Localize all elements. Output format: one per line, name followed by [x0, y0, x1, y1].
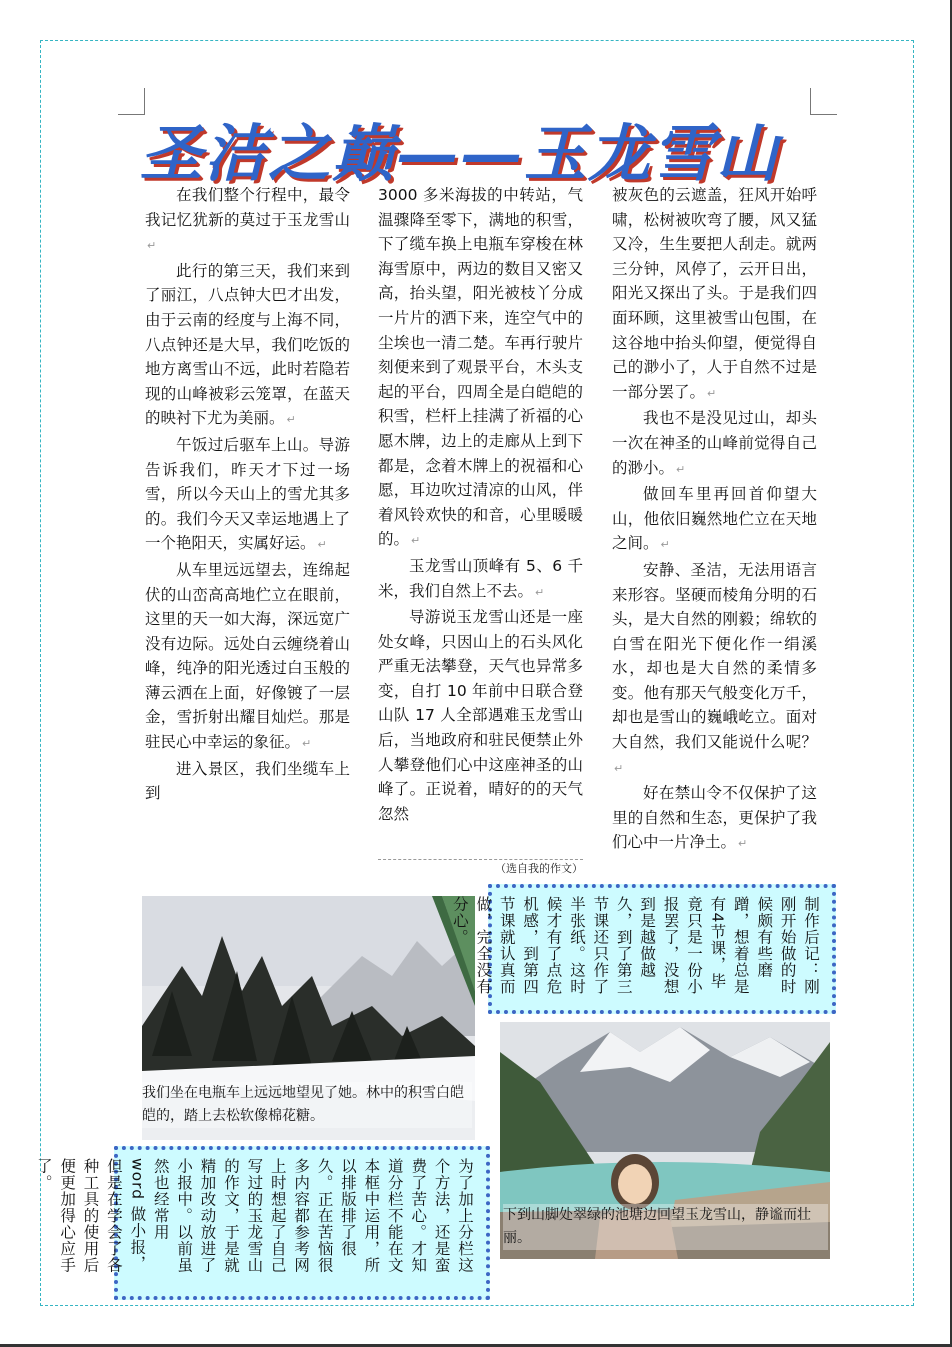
paragraph: 被灰色的云遮盖，狂风开始呼啸，松树被吹弯了腰，风又猛又冷，生生要把人刮走。就两三分钟，风停了，云开日出，阳光又探出了头。于是我们四面环顾，这里被雪山包围，在这谷地中抬头仰望，便觉得自己的渺小了，人于自然不过是一部分罢了。 ↵: [612, 186, 817, 401]
layout-notes-box: 为了加上分栏这个方法，还是蛮费了苦心。才知道分栏不能在文本框中运用，所以排版排了很久。正在苦恼很多内容都参考网上时想起了自己写过的玉龙雪山的作文，于是就精加改动放进了小报中。以前虽然也经常用 word 做小报，但是在学会了各种工具的使用后便更加得心应手了。: [114, 1146, 490, 1300]
paragraph: 进入景区，我们坐缆车上到: [145, 759, 350, 803]
paragraph: 从车里远远望去，连绵起伏的山峦高高地伫立在眼前，这里的天一如大海，深远宽广没有边际。远处白云缠绕着山峰，纯净的阳光透过白玉般的薄云洒在上面，好像镀了一层金，雪折射出耀目灿烂。那是驻民心中幸运的象征。 ↵: [145, 560, 350, 752]
paragraph: 在我们整个行程中，最令我记忆犹新的莫过于玉龙雪山↵: [145, 186, 350, 253]
production-notes-box: 制作后记：刚刚开始做的时候颇有些磨蹭，想着总是有4节课，毕竟只是一份小报罢了，没想到是越做越久，到了第三节课还只作了半张纸。这时候才有了点危机感，到第四节课就认真而做，完全没有分心。: [488, 884, 836, 1014]
paragraph: 午饭过后驱车上山。导游告诉我们，昨天才下过一场雪，所以今天山上的雪尤其多的。我们今天又幸运地遇上了一个艳阳天，实属好运。 ↵: [145, 435, 350, 553]
article-column-1: [145, 183, 350, 806]
paragraph: 此行的第三天，我们来到了丽江，八点钟大巴才出发，由于云南的经度与上海不同，八点钟还是大早，我们吃饭的地方离雪山不远，此时若隐若现的山峰被彩云笼罩，在蓝天的映衬下尤为美丽。 ↵: [145, 261, 350, 428]
paragraph: 导游说玉龙雪山还是一座处女峰，只因山上的石头风化严重无法攀登，天气也异常多变，自打 10 年前中日联合登山队 17 人全部遇难玉龙雪山后，当地政府和驻民便禁止外人攀登他们心中这座神圣的山峰了。正说着，晴好的的天气忽然: [378, 608, 583, 823]
paragraph: 做回车里再回首仰望大山，他依旧巍然地伫立在天地之间。 ↵: [612, 485, 817, 553]
photo-caption: 下到山脚处翠绿的池塘边回望玉龙雪山，静谧而壮丽。: [503, 1204, 828, 1250]
paragraph: 安静、圣洁，无法用语言来形容。坚硬而棱角分明的石头，是大自然的刚毅；绵软的白雪在阳光下便化作一绢溪水，却也是大自然的柔情多变。他有那天气般变化万千，却也是雪山的巍峨屹立。面对大自然，我们又能说什么呢？↵: [612, 560, 817, 775]
photo-caption: 我们坐在电瓶车上远远地望见了她。林中的积雪白皑皑的，踏上去松软像棉花糖。: [142, 1082, 472, 1128]
paragraph: 玉龙雪山顶峰有 5、6 千米，我们自然上不去。 ↵: [378, 556, 583, 600]
paragraph: 我也不是没见过山，却头一次在神圣的山峰前觉得自己的渺小。 ↵: [612, 409, 817, 477]
crop-mark-top-right: [810, 88, 837, 115]
paragraph: 好在禁山令不仅保护了这里的自然和生态，更保护了我们心中一片净土。 ↵: [612, 784, 817, 852]
paragraph: 3000 多米海拔的中转站，气温骤降至零下，满地的积雪，下了缆车换上电瓶车穿梭在林海雪原中，两边的数目又密又高，抬头望，阳光被枝丫分成一片片的洒下来，连空气中的尘埃也一清二楚。车再行驶片刻便来到了观景平台，木头支起的平台，四周全是白皑皑的积雪，栏杆上挂满了祈福的心愿木牌，边上的走廊从上到下都是，念着木牌上的祝福和心愿，耳边吹过清凉的山风，伴着风铃欢快的和音，心里暖暖的。 ↵: [378, 186, 583, 549]
source-note: （选自我的作文）: [378, 859, 583, 876]
article-column-3: [612, 183, 817, 857]
article-column-2: [378, 183, 583, 826]
page-title: 圣洁之巅——玉龙雪山: [140, 117, 781, 190]
